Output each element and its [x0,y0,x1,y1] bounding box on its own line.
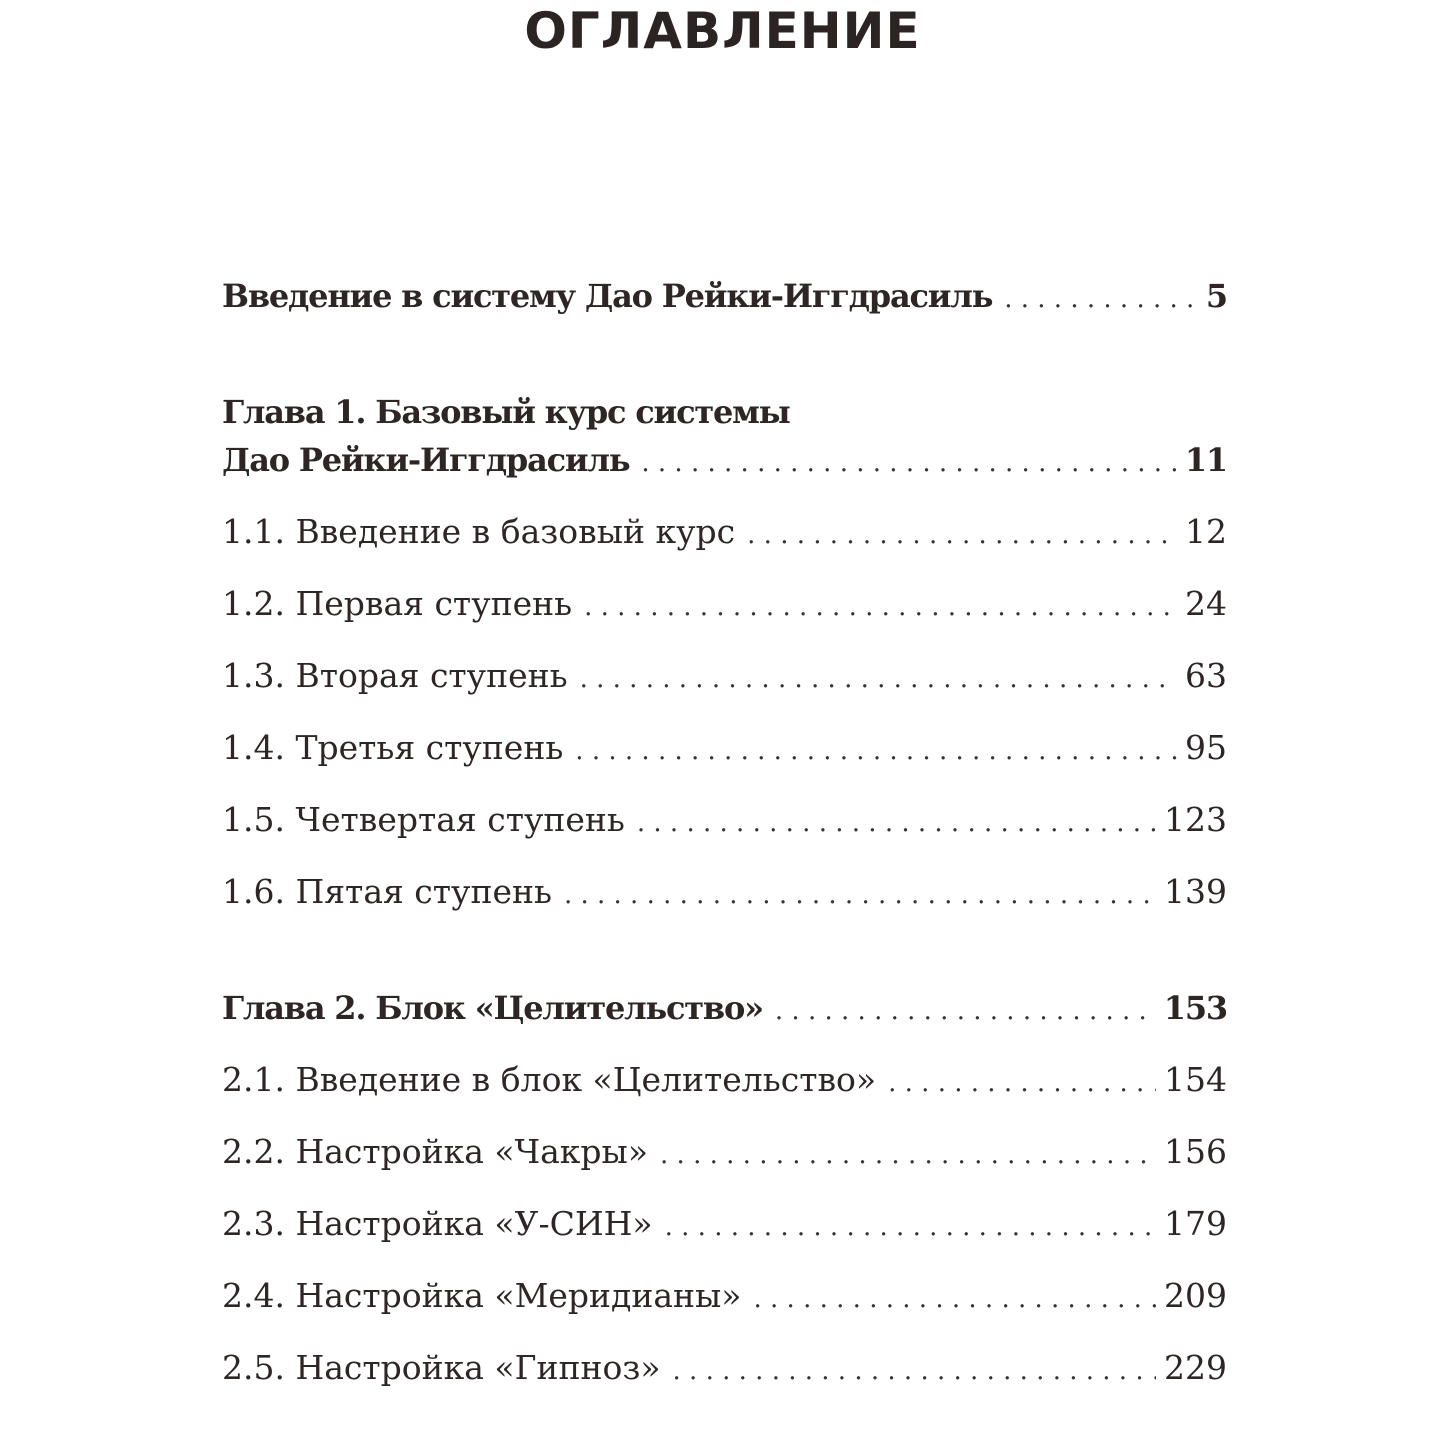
dot-leader [641,443,1177,483]
toc-entry-intro[interactable] [222,276,1227,319]
toc-entry-section[interactable] [222,656,1227,699]
toc-entry-page: 95 [1185,728,1227,767]
toc-entry-label: Дао Рейки-Иггдрасиль [222,441,630,479]
dot-leader [575,731,1177,771]
toc-entry-label: 1.2. Первая ступень [222,584,573,623]
toc-entry-label: 2.5. Настройка «Гипноз» [222,1348,661,1387]
toc-entry-label: 2.3. Настройка «У-СИН» [222,1204,653,1243]
dot-leader [888,1063,1156,1103]
toc-entry-page: 63 [1185,656,1227,695]
toc-entry-page: 209 [1164,1276,1227,1315]
dot-leader [660,1135,1156,1175]
toc-entry-section[interactable] [222,1276,1227,1319]
toc-entry-page: 24 [1185,584,1227,623]
dot-leader [564,875,1156,915]
toc-entry-section[interactable] [222,728,1227,771]
toc-entry-label: 1.5. Четвертая ступень [222,800,625,839]
dot-leader [665,1207,1156,1247]
toc-entry-page: 5 [1205,277,1227,315]
toc-chapter1-title-line1[interactable]: Глава 1. Базовый курс системы [222,393,790,431]
dot-leader [754,1279,1157,1319]
toc-entry-section[interactable] [222,584,1227,627]
toc-entry-chapter1[interactable] [222,440,1227,483]
toc-entry-page: 156 [1164,1132,1227,1171]
toc-entry-page: 123 [1164,800,1227,839]
dot-leader [637,803,1156,843]
toc-entry-label: 1.4. Третья ступень [222,728,564,767]
toc-entry-label: 1.1. Введение в базовый курс [222,512,736,551]
toc-entry-page: 139 [1164,872,1227,911]
toc-entry-page: 179 [1164,1204,1227,1243]
dot-leader [584,587,1177,627]
toc-entry-page: 12 [1185,512,1227,551]
dot-leader [775,991,1156,1031]
dot-leader [673,1351,1156,1391]
toc-entry-label: 1.3. Вторая ступень [222,656,568,695]
dot-leader [1004,279,1198,319]
toc-entry-section[interactable] [222,800,1227,843]
toc-entry-section[interactable] [222,1132,1227,1175]
toc-entry-label: 1.6. Пятая ступень [222,872,552,911]
toc-entry-label: 2.4. Настройка «Меридианы» [222,1276,742,1315]
page-title: ОГЛАВЛЕНИЕ [524,2,921,60]
toc-entry-page: 229 [1164,1348,1227,1387]
dot-leader [747,515,1177,555]
toc-entry-chapter2[interactable] [222,988,1227,1031]
toc-entry-label: Глава 2. Блок «Целительство» [222,989,763,1027]
dot-leader [580,659,1177,699]
toc-entry-label: Введение в систему Дао Рейки-Иггдрасиль [222,277,993,315]
toc-entry-page: 153 [1163,989,1227,1027]
toc-entry-section[interactable] [222,1348,1227,1391]
toc-entry-label: 2.1. Введение в блок «Целительство» [222,1060,877,1099]
toc-entry-section[interactable] [222,512,1227,555]
toc-entry-section[interactable] [222,872,1227,915]
toc-entry-section[interactable] [222,1060,1227,1103]
toc-entry-page: 154 [1164,1060,1227,1099]
toc-entry-label: 2.2. Настройка «Чакры» [222,1132,649,1171]
toc-entry-page: 11 [1184,441,1227,479]
toc-entry-section[interactable] [222,1204,1227,1247]
